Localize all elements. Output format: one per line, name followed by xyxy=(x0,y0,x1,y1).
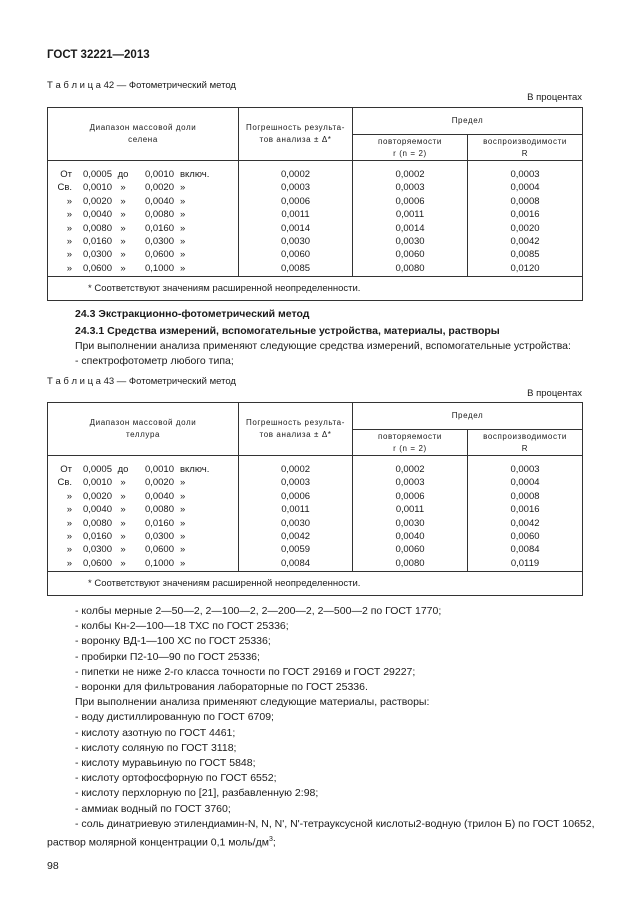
list-item: - кислоту соляную по ГОСТ 3118; xyxy=(75,741,237,754)
range-to: 0,0080 xyxy=(144,209,174,221)
table-cell-value: 0,0003 xyxy=(395,182,425,194)
range-from: 0,0600 xyxy=(82,557,112,569)
range-row xyxy=(48,490,238,503)
range-pre: » xyxy=(66,222,72,234)
range-from: 0,0080 xyxy=(82,222,112,234)
table-42-caption: Т а б л и ц а 42 — Фотометрический метод xyxy=(47,80,236,91)
range-to: 0,0020 xyxy=(144,477,174,489)
table-cell-value: 0,0020 xyxy=(510,222,540,234)
col-repeatability-header: повторяемости r (n = 2) xyxy=(353,430,468,456)
table-cell-value: 0,0080 xyxy=(395,262,425,274)
range-pre: » xyxy=(66,209,72,221)
range-sep: » xyxy=(120,504,126,516)
table-cell-value: 0,0003 xyxy=(510,169,540,180)
range-row xyxy=(48,168,238,181)
range-pre: » xyxy=(66,544,72,556)
list-item: - пробирки П2-10—90 по ГОСТ 25336; xyxy=(75,650,260,663)
col-range-header: Диапазон массовой доли теллура xyxy=(48,403,239,456)
range-post: » xyxy=(180,517,186,529)
table-cell-value: 0,0030 xyxy=(280,517,311,529)
range-sep: » xyxy=(120,490,126,502)
range-from: 0,0005 xyxy=(82,169,112,180)
reproducibility-cell xyxy=(468,456,583,572)
limit-header: Предел xyxy=(353,403,583,430)
range-from: 0,0005 xyxy=(82,464,112,475)
range-post: » xyxy=(180,262,186,274)
range-post: » xyxy=(180,222,186,234)
table-cell-value: 0,0016 xyxy=(510,209,540,221)
intro-item: - спектрофотометр любого типа; xyxy=(75,355,234,367)
range-row xyxy=(48,557,238,570)
table-cell-value: 0,0084 xyxy=(280,557,311,569)
range-to: 0,0160 xyxy=(144,517,174,529)
range-to: 0,0040 xyxy=(144,490,174,502)
range-pre: Св. xyxy=(57,477,72,489)
col-reproducibility-header: воспроизводимости R xyxy=(468,430,583,456)
range-row xyxy=(48,222,238,235)
table-cell-value: 0,0002 xyxy=(395,464,425,475)
table-cell-value: 0,0060 xyxy=(395,544,425,556)
range-row xyxy=(48,517,238,530)
table-cell-value: 0,0002 xyxy=(280,169,311,180)
range-pre: » xyxy=(66,249,72,261)
table-cell-value: 0,0060 xyxy=(510,530,540,542)
range-to: 0,1000 xyxy=(144,557,174,569)
table-cell-value: 0,0011 xyxy=(281,209,310,221)
range-row xyxy=(48,543,238,556)
range-from: 0,0020 xyxy=(82,490,112,502)
range-to: 0,0020 xyxy=(144,182,174,194)
table-cell-value: 0,0011 xyxy=(395,504,425,516)
range-from: 0,0040 xyxy=(82,504,112,516)
table-cell-value: 0,0085 xyxy=(280,262,311,274)
table-cell-value: 0,0003 xyxy=(280,477,311,489)
table-cell-value: 0,0008 xyxy=(510,490,540,502)
range-from: 0,0010 xyxy=(82,182,112,194)
table-cell-value: 0,0080 xyxy=(395,557,425,569)
table-cell-value: 0,0003 xyxy=(280,182,311,194)
list-item: - воронку ВД-1—100 ХС по ГОСТ 25336; xyxy=(75,635,271,648)
range-row xyxy=(48,262,238,275)
range-from: 0,0080 xyxy=(82,517,112,529)
range-post: » xyxy=(180,544,186,556)
list-item: - воду дистиллированную по ГОСТ 6709; xyxy=(75,711,274,724)
table-cell-value: 0,0003 xyxy=(395,477,425,489)
range-pre: » xyxy=(66,504,72,516)
range-to: 0,0010 xyxy=(144,464,174,475)
range-to: 0,0010 xyxy=(144,169,174,180)
range-pre: » xyxy=(66,530,72,542)
section-heading: 24.3 Экстракционно-фотометрический метод xyxy=(75,308,310,320)
page-number: 98 xyxy=(47,860,59,872)
document-title: ГОСТ 32221—2013 xyxy=(47,49,150,61)
range-sep: до xyxy=(117,169,129,180)
table-cell-value: 0,0006 xyxy=(395,195,425,207)
range-cell xyxy=(48,161,239,277)
table-cell-value: 0,0030 xyxy=(395,235,425,247)
range-post: » xyxy=(180,557,186,569)
table-cell-value: 0,0011 xyxy=(395,209,425,221)
error-cell xyxy=(239,161,353,277)
range-sep: до xyxy=(117,464,129,475)
repeatability-cell xyxy=(353,456,468,572)
limit-header: Предел xyxy=(353,108,583,135)
table-42 xyxy=(47,107,583,301)
table-42-units: В процентах xyxy=(527,92,582,103)
col-error-header: Погрешность результа- тов анализа ± Δ* xyxy=(239,108,353,161)
range-to: 0,0300 xyxy=(144,235,174,247)
table-cell-value: 0,0059 xyxy=(280,544,311,556)
range-post: » xyxy=(180,235,186,247)
range-sep: » xyxy=(120,249,126,261)
range-to: 0,0600 xyxy=(144,544,174,556)
list-item: - воронки для фильтрования лабораторные по ГОСТ 25336. xyxy=(75,681,368,694)
col-repeatability-header: повторяемости r (n = 2) xyxy=(353,135,468,161)
range-pre: » xyxy=(66,235,72,247)
range-sep: » xyxy=(120,262,126,274)
table-cell-value: 0,0003 xyxy=(510,464,540,475)
col-range-header: Диапазон массовой доли селена xyxy=(48,108,239,161)
range-pre: » xyxy=(66,195,72,207)
list-item: - кислоту перхлорную по [21], разбавленную 2:98; xyxy=(75,787,319,800)
range-row xyxy=(48,195,238,208)
range-row xyxy=(48,208,238,221)
range-row xyxy=(48,235,238,248)
range-cell xyxy=(48,456,239,572)
table-cell-value: 0,0008 xyxy=(510,195,540,207)
table-cell-value: 0,0016 xyxy=(510,504,540,516)
table-cell-value: 0,0060 xyxy=(280,249,311,261)
table-cell-value: 0,0060 xyxy=(395,249,425,261)
list-item: - колбы Кн-2—100—18 ТХС по ГОСТ 25336; xyxy=(75,620,289,633)
list-item: - колбы мерные 2—50—2, 2—100—2, 2—200—2, 2—500—2 по ГОСТ 1770; xyxy=(75,605,442,617)
table-footnote: * Соответствуют значениям расширенной неопределенности. xyxy=(48,277,583,301)
range-pre: » xyxy=(66,262,72,274)
range-sep: » xyxy=(120,195,126,207)
subsection-heading: 24.3.1 Средства измерений, вспомогательные устройства, материалы, растворы xyxy=(75,325,500,337)
table-43-caption: Т а б л и ц а 43 — Фотометрический метод xyxy=(47,376,236,387)
list-item: - пипетки не ниже 2-го класса точности по ГОСТ 29169 и ГОСТ 29227; xyxy=(75,665,416,678)
table-cell-value: 0,0042 xyxy=(510,235,540,247)
range-pre: » xyxy=(66,557,72,569)
range-sep: » xyxy=(120,477,126,489)
range-sep: » xyxy=(120,222,126,234)
range-post: включ. xyxy=(180,464,210,475)
list-item: - аммиак водный по ГОСТ 3760; xyxy=(75,802,231,815)
range-pre: От xyxy=(60,169,72,180)
table-cell-value: 0,0006 xyxy=(280,195,311,207)
range-to: 0,0160 xyxy=(144,222,174,234)
range-post: » xyxy=(180,530,186,542)
range-post: » xyxy=(180,504,186,516)
list-item: - кислоту азотную по ГОСТ 4461; xyxy=(75,726,236,739)
table-cell-value: 0,0006 xyxy=(395,490,425,502)
col-reproducibility-header: воспроизводимости R xyxy=(468,135,583,161)
table-43-units: В процентах xyxy=(527,388,582,399)
table-cell-value: 0,0014 xyxy=(280,222,311,234)
range-post: » xyxy=(180,249,186,261)
range-post: » xyxy=(180,195,186,207)
table-footnote: * Соответствуют значениям расширенной неопределенности. xyxy=(48,572,583,596)
range-to: 0,0600 xyxy=(144,249,174,261)
table-cell-value: 0,0011 xyxy=(281,504,310,516)
table-cell-value: 0,0042 xyxy=(280,530,311,542)
range-sep: » xyxy=(120,530,126,542)
table-cell-value: 0,0042 xyxy=(510,517,540,529)
last-item-continuation: раствор молярной концентрации 0,1 моль/$дм^3$; xyxy=(47,836,276,849)
table-cell-value: 0,0084 xyxy=(510,544,540,556)
range-post: » xyxy=(180,209,186,221)
range-post: » xyxy=(180,490,186,502)
range-from: 0,0160 xyxy=(82,530,112,542)
table-cell-value: 0,0030 xyxy=(280,235,311,247)
list-item: - соль динатриевую этилендиамин-N, N, N', N'-тетрауксусной кислоты2-водную (трилон Б) по ГОСТ 10652, xyxy=(75,817,595,830)
table-cell-value: 0,0004 xyxy=(510,182,540,194)
range-sep: » xyxy=(120,557,126,569)
table-43 xyxy=(47,402,583,596)
range-to: 0,1000 xyxy=(144,262,174,274)
error-cell xyxy=(239,456,353,572)
range-from: 0,0600 xyxy=(82,262,112,274)
range-from: 0,0160 xyxy=(82,235,112,247)
table-cell-value: 0,0119 xyxy=(510,557,540,569)
intro-line: При выполнении анализа применяют следующие средства измерений, вспомогательные устройства: xyxy=(75,340,571,352)
range-sep: » xyxy=(120,209,126,221)
range-post: » xyxy=(180,182,186,194)
range-sep: » xyxy=(120,235,126,247)
range-row xyxy=(48,181,238,194)
table-cell-value: 0,0002 xyxy=(280,464,311,475)
table-cell-value: 0,0030 xyxy=(395,517,425,529)
range-to: 0,0040 xyxy=(144,195,174,207)
range-row xyxy=(48,463,238,476)
table-cell-value: 0,0002 xyxy=(395,169,425,180)
reproducibility-cell xyxy=(468,161,583,277)
range-row xyxy=(48,248,238,261)
list-item: - кислоту муравьиную по ГОСТ 5848; xyxy=(75,757,256,770)
table-cell-value: 0,0004 xyxy=(510,477,540,489)
table-cell-value: 0,0040 xyxy=(395,530,425,542)
range-from: 0,0040 xyxy=(82,209,112,221)
repeatability-cell xyxy=(353,161,468,277)
range-from: 0,0020 xyxy=(82,195,112,207)
range-post: включ. xyxy=(180,169,210,180)
col-error-header: Погрешность результа- тов анализа ± Δ* xyxy=(239,403,353,456)
materials-intro: При выполнении анализа применяют следующие материалы, растворы: xyxy=(75,696,430,709)
range-pre: Св. xyxy=(57,182,72,194)
range-from: 0,0300 xyxy=(82,544,112,556)
table-cell-value: 0,0014 xyxy=(395,222,425,234)
range-sep: » xyxy=(120,517,126,529)
range-pre: От xyxy=(60,464,72,475)
range-from: 0,0300 xyxy=(82,249,112,261)
table-cell-value: 0,0006 xyxy=(280,490,311,502)
equipment-list xyxy=(75,604,595,832)
range-row xyxy=(48,476,238,489)
table-cell-value: 0,0120 xyxy=(510,262,540,274)
range-row xyxy=(48,503,238,516)
list-item: - кислоту ортофосфорную по ГОСТ 6552; xyxy=(75,772,277,785)
table-cell-value: 0,0085 xyxy=(510,249,540,261)
range-row xyxy=(48,530,238,543)
range-pre: » xyxy=(66,490,72,502)
range-pre: » xyxy=(66,517,72,529)
range-to: 0,0300 xyxy=(144,530,174,542)
range-from: 0,0010 xyxy=(82,477,112,489)
range-post: » xyxy=(180,477,186,489)
range-sep: » xyxy=(120,544,126,556)
range-to: 0,0080 xyxy=(144,504,174,516)
range-sep: » xyxy=(120,182,126,194)
